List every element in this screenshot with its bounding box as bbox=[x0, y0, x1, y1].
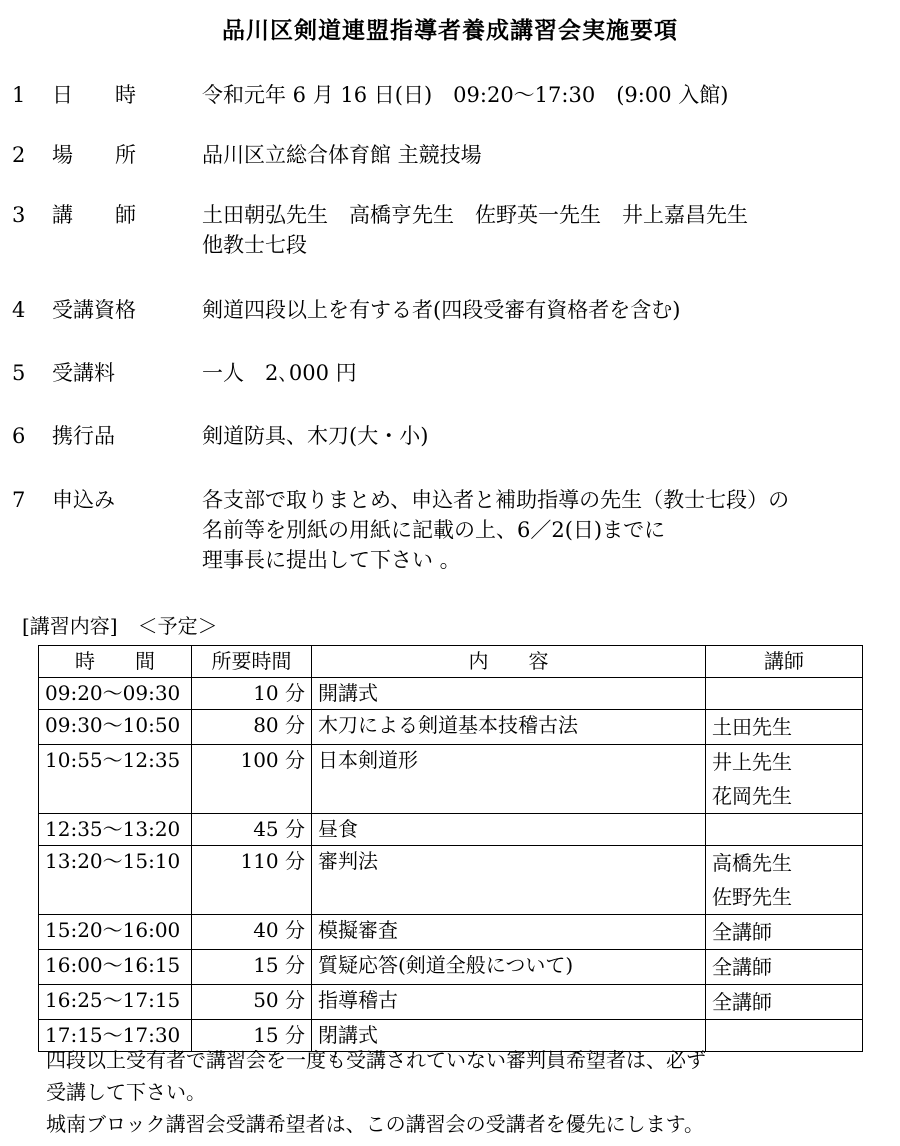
table-row bbox=[39, 985, 863, 1020]
document-title: 品川区剣道連盟指導者養成講習会実施要項 bbox=[222, 18, 678, 44]
row-time: 15:20～16:00 bbox=[39, 915, 192, 950]
header-duration: 所要時間 bbox=[192, 646, 312, 678]
item-value bbox=[202, 358, 892, 388]
row-instructor bbox=[706, 846, 863, 915]
row-duration: 80 分 bbox=[192, 710, 312, 745]
item-value-line: 他教士七段 bbox=[202, 233, 307, 257]
item-value bbox=[202, 140, 892, 170]
item-label: 場 所 bbox=[52, 143, 136, 167]
row-duration: 15 分 bbox=[192, 1020, 312, 1052]
table-header-row bbox=[39, 646, 863, 678]
row-duration: 10 分 bbox=[192, 678, 312, 710]
item-value bbox=[202, 80, 892, 110]
row-instructor bbox=[706, 678, 863, 710]
table-row bbox=[39, 678, 863, 710]
row-time: 10:55～12:35 bbox=[39, 745, 192, 814]
item-number: 1 bbox=[12, 83, 26, 107]
item-value bbox=[202, 295, 892, 325]
table-row bbox=[39, 950, 863, 985]
item-label: 受講資格 bbox=[52, 298, 136, 322]
item-value-line: 土田朝弘先生 高橋亨先生 佐野英一先生 井上嘉昌先生 bbox=[202, 203, 748, 227]
item-number: 7 bbox=[12, 488, 26, 512]
note-line: 城南ブロック講習会受講希望者は、この講習会の受講者を優先にします。 bbox=[46, 1112, 704, 1136]
item-value bbox=[202, 485, 892, 575]
row-instructor bbox=[706, 710, 863, 745]
item-number: 3 bbox=[12, 203, 26, 227]
row-duration: 15 分 bbox=[192, 950, 312, 985]
table-row bbox=[39, 710, 863, 745]
item-value-line: 品川区立総合体育館 主競技場 bbox=[202, 143, 482, 167]
item-value-line: 剣道四段以上を有する者(四段受審有資格者を含む) bbox=[202, 298, 681, 322]
row-instructor bbox=[706, 950, 863, 985]
instructor-name: 全講師 bbox=[712, 955, 772, 979]
item-value-line: 令和元年 6 月 16 日(日) 09:20～17:30 (9:00 入館) bbox=[202, 83, 729, 107]
instructor-name: 花岡先生 bbox=[712, 784, 792, 808]
item-value-line: 理事長に提出して下さい 。 bbox=[202, 548, 461, 572]
table-row bbox=[39, 814, 863, 846]
item-label: 申込み bbox=[52, 488, 115, 512]
row-duration: 100 分 bbox=[192, 745, 312, 814]
item-number: 6 bbox=[12, 424, 26, 448]
item-value bbox=[202, 200, 892, 260]
instructor-name: 土田先生 bbox=[712, 715, 792, 739]
header-content: 内 容 bbox=[312, 646, 706, 678]
row-duration: 45 分 bbox=[192, 814, 312, 846]
row-content: 開講式 bbox=[312, 678, 706, 710]
row-duration: 110 分 bbox=[192, 846, 312, 915]
row-instructor bbox=[706, 814, 863, 846]
row-time: 16:00～16:15 bbox=[39, 950, 192, 985]
row-duration: 40 分 bbox=[192, 915, 312, 950]
instructor-name: 高橋先生 bbox=[712, 851, 792, 875]
item-label: 携行品 bbox=[52, 424, 115, 448]
row-content: 木刀による剣道基本技稽古法 bbox=[312, 710, 706, 745]
instructor-name: 佐野先生 bbox=[712, 885, 792, 909]
row-content: 審判法 bbox=[312, 846, 706, 915]
instructor-name: 全講師 bbox=[712, 920, 772, 944]
row-time: 16:25～17:15 bbox=[39, 985, 192, 1020]
item-number: 2 bbox=[12, 143, 26, 167]
schedule-table bbox=[38, 645, 863, 1052]
row-time: 17:15～17:30 bbox=[39, 1020, 192, 1052]
row-content: 模擬審査 bbox=[312, 915, 706, 950]
table-row bbox=[39, 745, 863, 814]
note-line: 受講して下さい。 bbox=[46, 1080, 206, 1104]
header-time: 時 間 bbox=[39, 646, 192, 678]
schedule-body bbox=[39, 678, 863, 1052]
row-time: 12:35～13:20 bbox=[39, 814, 192, 846]
item-label: 講 師 bbox=[52, 203, 136, 227]
row-instructor bbox=[706, 985, 863, 1020]
row-time: 09:30～10:50 bbox=[39, 710, 192, 745]
table-row bbox=[39, 915, 863, 950]
instructor-name: 全講師 bbox=[712, 990, 772, 1014]
row-time: 09:20～09:30 bbox=[39, 678, 192, 710]
row-time: 13:20～15:10 bbox=[39, 846, 192, 915]
note-line: 四段以上受有者で講習会を一度も受講されていない審判員希望者は、必ず bbox=[46, 1048, 706, 1072]
row-instructor bbox=[706, 745, 863, 814]
item-label: 受講料 bbox=[52, 361, 115, 385]
item-value-line: 一人 2､000 円 bbox=[202, 361, 357, 385]
row-content: 日本剣道形 bbox=[312, 745, 706, 814]
item-value-line: 各支部で取りまとめ、申込者と補助指導の先生（教士七段）の bbox=[202, 488, 790, 512]
row-duration: 50 分 bbox=[192, 985, 312, 1020]
row-content: 昼食 bbox=[312, 814, 706, 846]
row-instructor bbox=[706, 915, 863, 950]
item-value-line: 名前等を別紙の用紙に記載の上、6／2(日)までに bbox=[202, 518, 666, 542]
item-value-line: 剣道防具、木刀(大・小) bbox=[202, 424, 429, 448]
schedule-heading: [講習内容] ＜予定＞ bbox=[22, 614, 218, 638]
item-label: 日 時 bbox=[52, 83, 136, 107]
item-value bbox=[202, 421, 892, 451]
item-number: 4 bbox=[12, 298, 26, 322]
row-content: 閉講式 bbox=[312, 1020, 706, 1052]
instructor-name: 井上先生 bbox=[712, 750, 792, 774]
notes bbox=[46, 1044, 886, 1140]
header-instructor: 講師 bbox=[706, 646, 863, 678]
table-row bbox=[39, 846, 863, 915]
row-content: 質疑応答(剣道全般について) bbox=[312, 950, 706, 985]
row-content: 指導稽古 bbox=[312, 985, 706, 1020]
item-number: 5 bbox=[12, 361, 26, 385]
